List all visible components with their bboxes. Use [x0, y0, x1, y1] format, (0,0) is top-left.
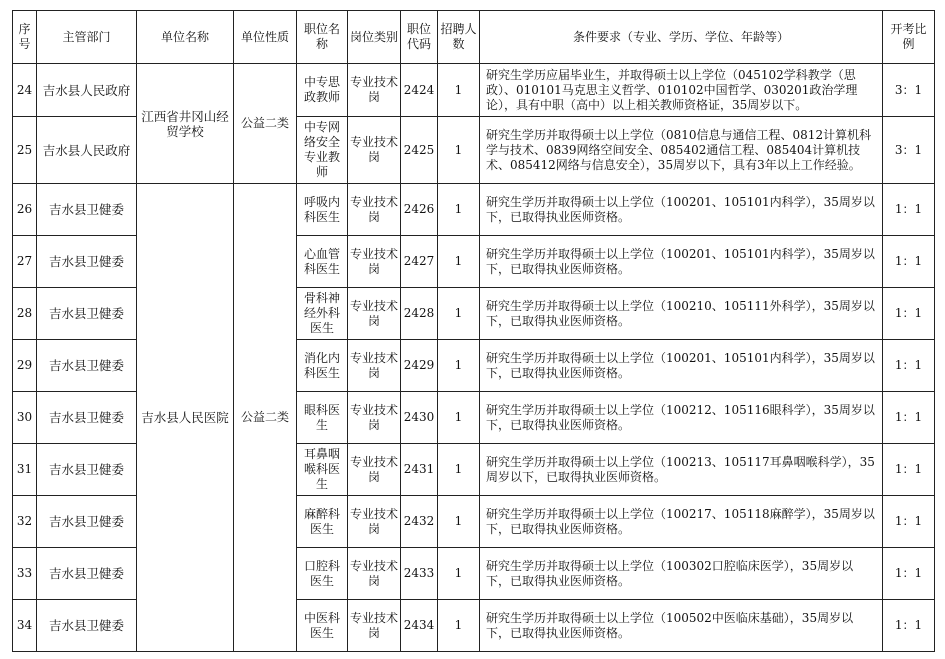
- cell-position-name: 呼吸内科医生: [297, 184, 348, 236]
- cell-position-name: 中专思政教师: [297, 64, 348, 117]
- cell-post-type: 专业技术岗: [348, 600, 401, 652]
- cell-count: 1: [438, 117, 480, 184]
- cell-position-name: 心血管科医生: [297, 236, 348, 288]
- cell-seq: 29: [13, 340, 37, 392]
- header-row: [13, 11, 935, 64]
- cell-requirements: 研究生学历并取得硕士以上学位（0810信息与通信工程、0812计算机科学与技术、0839网络空间安全、085402通信工程、085404计算机技术、085412网络与信息安全），35周岁以下，具有3年以上工作经验。: [480, 117, 883, 184]
- header-count: 招聘人数: [438, 11, 480, 64]
- cell-dept: 吉水县卫健委: [37, 600, 137, 652]
- cell-dept: 吉水县卫健委: [37, 184, 137, 236]
- cell-position-code: 2431: [401, 444, 438, 496]
- cell-dept: 吉水县卫健委: [37, 340, 137, 392]
- cell-seq: 27: [13, 236, 37, 288]
- cell-seq: 25: [13, 117, 37, 184]
- cell-requirements: 研究生学历应届毕业生，并取得硕士以上学位（045102学科教学（思政）、010101马克思主义哲学、010102中国哲学、030201政治学理论），具有中职（高中）以上相关教师资格证，35周岁以下。: [480, 64, 883, 117]
- cell-requirements: 研究生学历并取得硕士以上学位（100201、105101内科学），35周岁以下，已取得执业医师资格。: [480, 236, 883, 288]
- cell-requirements: 研究生学历并取得硕士以上学位（100201、105101内科学），35周岁以下，已取得执业医师资格。: [480, 184, 883, 236]
- cell-seq: 24: [13, 64, 37, 117]
- cell-position-code: 2426: [401, 184, 438, 236]
- header-ratio: 开考比例: [883, 11, 935, 64]
- cell-position-name: 口腔科医生: [297, 548, 348, 600]
- cell-post-type: 专业技术岗: [348, 184, 401, 236]
- cell-position-name: 骨科神经外科医生: [297, 288, 348, 340]
- cell-position-code: 2433: [401, 548, 438, 600]
- cell-position-code: 2429: [401, 340, 438, 392]
- cell-post-type: 专业技术岗: [348, 288, 401, 340]
- cell-dept: 吉水县人民政府: [37, 64, 137, 117]
- cell-post-type: 专业技术岗: [348, 64, 401, 117]
- cell-position-name: 消化内科医生: [297, 340, 348, 392]
- cell-dept: 吉水县卫健委: [37, 392, 137, 444]
- cell-post-type: 专业技术岗: [348, 392, 401, 444]
- header-post-type: 岗位类别: [348, 11, 401, 64]
- header-unit: 单位名称: [137, 11, 234, 64]
- table-row: [13, 184, 935, 236]
- cell-ratio: 1：1: [883, 236, 935, 288]
- cell-post-type: 专业技术岗: [348, 117, 401, 184]
- cell-position-name: 麻醉科医生: [297, 496, 348, 548]
- cell-seq: 34: [13, 600, 37, 652]
- cell-position-code: 2432: [401, 496, 438, 548]
- cell-position-name: 中专网络安全专业教师: [297, 117, 348, 184]
- cell-dept: 吉水县卫健委: [37, 288, 137, 340]
- cell-position-code: 2434: [401, 600, 438, 652]
- cell-count: 1: [438, 64, 480, 117]
- cell-seq: 32: [13, 496, 37, 548]
- cell-post-type: 专业技术岗: [348, 340, 401, 392]
- cell-ratio: 1：1: [883, 340, 935, 392]
- cell-post-type: 专业技术岗: [348, 236, 401, 288]
- cell-dept: 吉水县人民政府: [37, 117, 137, 184]
- table-row: [13, 64, 935, 117]
- cell-count: 1: [438, 184, 480, 236]
- cell-position-code: 2428: [401, 288, 438, 340]
- cell-post-type: 专业技术岗: [348, 444, 401, 496]
- cell-count: 1: [438, 548, 480, 600]
- cell-count: 1: [438, 392, 480, 444]
- cell-post-type: 专业技术岗: [348, 496, 401, 548]
- cell-ratio: 3：1: [883, 117, 935, 184]
- cell-requirements: 研究生学历并取得硕士以上学位（100212、105116眼科学），35周岁以下，已取得执业医师资格。: [480, 392, 883, 444]
- header-position-code: 职位代码: [401, 11, 438, 64]
- cell-ratio: 1：1: [883, 184, 935, 236]
- cell-seq: 31: [13, 444, 37, 496]
- cell-position-name: 眼科医生: [297, 392, 348, 444]
- cell-count: 1: [438, 600, 480, 652]
- cell-seq: 30: [13, 392, 37, 444]
- header-position-name: 职位名称: [297, 11, 348, 64]
- cell-position-name: 中医科医生: [297, 600, 348, 652]
- cell-seq: 28: [13, 288, 37, 340]
- cell-requirements: 研究生学历并取得硕士以上学位（100217、105118麻醉学），35周岁以下，已取得执业医师资格。: [480, 496, 883, 548]
- cell-position-code: 2424: [401, 64, 438, 117]
- cell-requirements: 研究生学历并取得硕士以上学位（100213、105117耳鼻咽喉科学），35周岁以下，已取得执业医师资格。: [480, 444, 883, 496]
- cell-dept: 吉水县卫健委: [37, 548, 137, 600]
- cell-position-code: 2427: [401, 236, 438, 288]
- header-dept: 主管部门: [37, 11, 137, 64]
- cell-position-code: 2430: [401, 392, 438, 444]
- cell-requirements: 研究生学历并取得硕士以上学位（100502中医临床基础），35周岁以下，已取得执业医师资格。: [480, 600, 883, 652]
- cell-seq: 26: [13, 184, 37, 236]
- cell-ratio: 3：1: [883, 64, 935, 117]
- cell-requirements: 研究生学历并取得硕士以上学位（100302口腔临床医学），35周岁以下，已取得执业医师资格。: [480, 548, 883, 600]
- cell-requirements: 研究生学历并取得硕士以上学位（100210、105111外科学），35周岁以下，已取得执业医师资格。: [480, 288, 883, 340]
- cell-unit-hospital: 吉水县人民医院: [137, 184, 234, 652]
- cell-nature-hospital: 公益二类: [234, 184, 297, 652]
- cell-unit-school: 江西省井冈山经贸学校: [137, 64, 234, 184]
- header-seq: 序号: [13, 11, 37, 64]
- cell-ratio: 1：1: [883, 392, 935, 444]
- cell-requirements: 研究生学历并取得硕士以上学位（100201、105101内科学），35周岁以下，已取得执业医师资格。: [480, 340, 883, 392]
- header-requirements: 条件要求（专业、学历、学位、年龄等）: [480, 11, 883, 64]
- cell-ratio: 1：1: [883, 548, 935, 600]
- header-nature: 单位性质: [234, 11, 297, 64]
- cell-ratio: 1：1: [883, 288, 935, 340]
- cell-dept: 吉水县卫健委: [37, 496, 137, 548]
- recruitment-table: [12, 10, 935, 652]
- cell-count: 1: [438, 288, 480, 340]
- cell-count: 1: [438, 340, 480, 392]
- cell-position-code: 2425: [401, 117, 438, 184]
- cell-nature-school: 公益二类: [234, 64, 297, 184]
- cell-count: 1: [438, 444, 480, 496]
- cell-post-type: 专业技术岗: [348, 548, 401, 600]
- cell-seq: 33: [13, 548, 37, 600]
- cell-dept: 吉水县卫健委: [37, 236, 137, 288]
- cell-count: 1: [438, 236, 480, 288]
- cell-position-name: 耳鼻咽喉科医生: [297, 444, 348, 496]
- cell-count: 1: [438, 496, 480, 548]
- cell-ratio: 1：1: [883, 444, 935, 496]
- cell-ratio: 1：1: [883, 496, 935, 548]
- cell-ratio: 1：1: [883, 600, 935, 652]
- cell-dept: 吉水县卫健委: [37, 444, 137, 496]
